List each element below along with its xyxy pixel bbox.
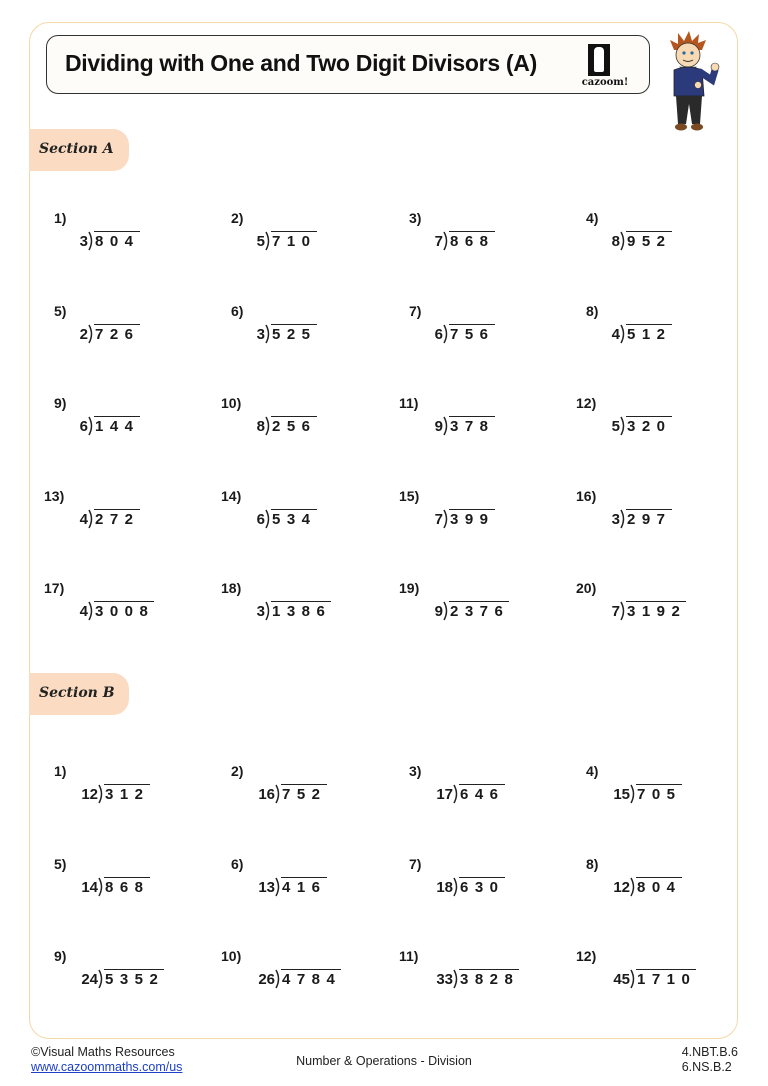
problem-number: 13) — [44, 487, 65, 504]
problem-item — [44, 210, 214, 270]
standard-code: 6.NS.B.2 — [681, 1060, 732, 1074]
divisor: 8 — [611, 233, 620, 250]
section-a-title: Section A — [39, 141, 114, 157]
long-division-expression — [610, 324, 672, 343]
divisor: 24 — [81, 971, 98, 988]
divisor: 8 — [256, 418, 265, 435]
divisor: 6 — [434, 325, 443, 343]
problem-item — [44, 948, 214, 1008]
problem-item — [576, 763, 746, 823]
long-division-expression — [78, 416, 140, 435]
division-bracket-icon — [98, 878, 104, 896]
problem-number: 6) — [231, 855, 244, 872]
logo-text: cazoom! — [581, 77, 629, 88]
divisor: 13 — [258, 878, 275, 896]
problem-item — [399, 948, 569, 1008]
divisor: 3 — [256, 603, 265, 620]
problem-number: 18) — [221, 580, 242, 596]
problem-number: 17) — [44, 580, 65, 596]
division-bracket-icon — [620, 232, 626, 250]
problem-number: 3) — [409, 210, 422, 226]
divisor: 45 — [613, 971, 630, 988]
division-bracket-icon — [265, 417, 271, 435]
long-division-expression — [433, 601, 509, 620]
problem-item — [399, 763, 569, 823]
dividend: 804 — [95, 233, 140, 250]
divisor: 12 — [613, 878, 630, 896]
problem-item — [576, 580, 746, 640]
problem-item — [44, 763, 214, 823]
dividend: 804 — [637, 878, 682, 896]
long-division-expression — [255, 324, 317, 343]
problem-number: 16) — [576, 487, 597, 504]
division-bracket-icon — [265, 602, 271, 620]
problem-item — [576, 948, 746, 1008]
division-bracket-icon — [620, 417, 626, 435]
long-division-expression — [610, 416, 672, 435]
problem-number: 10) — [221, 948, 242, 964]
long-division-expression — [255, 601, 331, 620]
long-division-expression — [78, 509, 140, 528]
dividend: 272 — [95, 510, 140, 528]
problem-number: 8) — [586, 855, 599, 872]
problem-item — [221, 395, 391, 455]
problem-number: 2) — [231, 210, 244, 226]
divisor: 3 — [256, 325, 265, 343]
dividend: 4784 — [282, 971, 342, 988]
long-division-expression — [255, 416, 317, 435]
dividend: 646 — [460, 786, 505, 803]
long-division-expression — [610, 877, 682, 896]
divisor: 3 — [79, 233, 88, 250]
dividend: 378 — [450, 418, 495, 435]
long-division-expression — [78, 601, 154, 620]
dividend: 399 — [450, 510, 495, 528]
dividend: 756 — [450, 325, 495, 343]
section-b-title: Section B — [39, 685, 115, 701]
problem-number: 19) — [399, 580, 420, 596]
problem-number: 10) — [221, 395, 242, 411]
problem-number: 1) — [54, 210, 67, 226]
division-bracket-icon — [265, 232, 271, 250]
divisor: 6 — [79, 418, 88, 435]
problem-item — [221, 856, 391, 916]
standards — [682, 1045, 738, 1075]
dividend: 320 — [627, 418, 672, 435]
website-link[interactable]: www.cazoommaths.com/us — [31, 1060, 183, 1074]
problem-number: 15) — [399, 487, 420, 504]
long-division-expression — [78, 784, 150, 803]
problem-number: 6) — [231, 302, 244, 319]
long-division-expression — [78, 877, 150, 896]
division-bracket-icon — [630, 970, 636, 988]
problem-item — [399, 210, 569, 270]
problem-number: 9) — [54, 948, 67, 964]
long-division-expression — [610, 231, 672, 250]
division-bracket-icon — [443, 417, 449, 435]
problem-item — [576, 488, 746, 548]
mascot-illustration — [662, 30, 722, 135]
long-division-expression — [433, 416, 495, 435]
problem-number: 9) — [54, 395, 67, 411]
dividend: 256 — [272, 418, 317, 435]
problem-number: 8) — [586, 302, 599, 319]
problem-item — [399, 488, 569, 548]
problem-item — [44, 395, 214, 455]
dividend: 297 — [627, 510, 672, 528]
division-bracket-icon — [98, 785, 104, 803]
problem-number: 12) — [576, 948, 597, 964]
divisor: 17 — [436, 786, 453, 803]
dividend: 416 — [282, 878, 327, 896]
section-a-label — [29, 129, 129, 171]
dividend: 5352 — [105, 971, 165, 988]
problem-item — [576, 210, 746, 270]
divisor: 15 — [613, 786, 630, 803]
dividend: 3828 — [460, 971, 520, 988]
division-bracket-icon — [275, 970, 281, 988]
dividend: 512 — [627, 325, 672, 343]
copyright-text: ©Visual Maths Resources — [31, 1045, 175, 1059]
dividend: 710 — [272, 233, 317, 250]
long-division-expression — [610, 969, 696, 988]
division-bracket-icon — [88, 325, 94, 343]
problem-number: 14) — [221, 487, 242, 504]
division-bracket-icon — [98, 970, 104, 988]
problem-item — [44, 580, 214, 640]
problem-number: 7) — [409, 855, 422, 872]
problem-item — [576, 856, 746, 916]
long-division-expression — [433, 784, 505, 803]
problem-item — [221, 948, 391, 1008]
problem-item — [399, 395, 569, 455]
topic-text: Number & Operations - Division — [296, 1054, 472, 1068]
divisor: 16 — [258, 786, 275, 803]
long-division-expression — [610, 784, 682, 803]
long-division-expression — [255, 969, 341, 988]
problem-item — [576, 303, 746, 363]
problem-item — [221, 580, 391, 640]
problem-number: 5) — [54, 302, 67, 319]
divisor: 3 — [611, 510, 620, 528]
divisor: 5 — [256, 233, 265, 250]
long-division-expression — [610, 601, 686, 620]
long-division-expression — [433, 877, 505, 896]
problem-number: 2) — [231, 763, 244, 779]
division-bracket-icon — [88, 232, 94, 250]
divisor: 4 — [79, 510, 88, 528]
long-division-expression — [255, 877, 327, 896]
problem-item — [221, 488, 391, 548]
divisor: 6 — [256, 510, 265, 528]
division-bracket-icon — [443, 325, 449, 343]
division-bracket-icon — [265, 510, 271, 528]
dividend: 3192 — [627, 603, 687, 620]
division-bracket-icon — [88, 510, 94, 528]
long-division-expression — [433, 509, 495, 528]
division-bracket-icon — [275, 785, 281, 803]
dividend: 525 — [272, 325, 317, 343]
divisor: 7 — [611, 603, 620, 620]
long-division-expression — [78, 231, 140, 250]
divisor: 9 — [434, 603, 443, 620]
section-b-label — [29, 673, 129, 715]
problem-number: 7) — [409, 302, 422, 319]
division-bracket-icon — [453, 878, 459, 896]
divisor: 33 — [436, 971, 453, 988]
dividend: 868 — [105, 878, 150, 896]
divisor: 2 — [79, 325, 88, 343]
division-bracket-icon — [275, 878, 281, 896]
dividend: 1386 — [272, 603, 332, 620]
problem-number: 4) — [586, 763, 599, 779]
standard-code: 4.NBT.B.6 — [681, 1045, 738, 1059]
divisor: 14 — [81, 878, 98, 896]
dividend: 2376 — [450, 603, 510, 620]
division-bracket-icon — [453, 785, 459, 803]
division-bracket-icon — [443, 602, 449, 620]
dividend: 868 — [450, 233, 495, 250]
long-division-expression — [433, 324, 495, 343]
problem-number: 4) — [586, 210, 599, 226]
divisor: 9 — [434, 418, 443, 435]
problem-item — [399, 303, 569, 363]
division-bracket-icon — [443, 232, 449, 250]
problem-item — [221, 210, 391, 270]
problem-item — [44, 856, 214, 916]
divisor: 5 — [611, 418, 620, 435]
division-bracket-icon — [443, 510, 449, 528]
dividend: 630 — [460, 878, 505, 896]
problem-number: 11) — [399, 395, 419, 411]
long-division-expression — [255, 784, 327, 803]
divisor: 12 — [81, 786, 98, 803]
divisor: 26 — [258, 971, 275, 988]
problem-item — [221, 763, 391, 823]
problem-number: 3) — [409, 763, 422, 779]
problem-number: 5) — [54, 855, 67, 872]
divisor: 4 — [79, 603, 88, 620]
worksheet-title: Dividing with One and Two Digit Divisors (A) — [65, 50, 537, 76]
long-division-expression — [78, 324, 140, 343]
division-bracket-icon — [620, 510, 626, 528]
cup-icon — [588, 44, 610, 76]
dividend: 144 — [95, 418, 140, 435]
long-division-expression — [255, 509, 317, 528]
long-division-expression — [78, 969, 164, 988]
cazoom-logo — [576, 42, 634, 88]
division-bracket-icon — [620, 325, 626, 343]
dividend: 312 — [105, 786, 150, 803]
division-bracket-icon — [88, 602, 94, 620]
problem-item — [399, 580, 569, 640]
problem-item — [399, 856, 569, 916]
long-division-expression — [255, 231, 317, 250]
dividend: 534 — [272, 510, 317, 528]
problem-item — [44, 303, 214, 363]
dividend: 726 — [95, 325, 140, 343]
divisor: 7 — [434, 510, 443, 528]
long-division-expression — [433, 969, 519, 988]
dividend: 1710 — [637, 971, 697, 988]
dividend: 952 — [627, 233, 672, 250]
title-box — [46, 35, 650, 94]
dividend: 752 — [282, 786, 327, 803]
dividend: 705 — [637, 786, 682, 803]
division-bracket-icon — [453, 970, 459, 988]
divisor: 7 — [434, 233, 443, 250]
divisor: 4 — [611, 325, 620, 343]
division-bracket-icon — [88, 417, 94, 435]
long-division-expression — [610, 509, 672, 528]
problem-item — [221, 303, 391, 363]
problem-number: 20) — [576, 580, 597, 596]
dividend: 3008 — [95, 603, 155, 620]
divisor: 18 — [436, 878, 453, 896]
division-bracket-icon — [630, 878, 636, 896]
division-bracket-icon — [265, 325, 271, 343]
problem-number: 12) — [576, 395, 597, 411]
problem-number: 11) — [399, 948, 419, 964]
long-division-expression — [433, 231, 495, 250]
division-bracket-icon — [620, 602, 626, 620]
division-bracket-icon — [630, 785, 636, 803]
problem-item — [576, 395, 746, 455]
problem-item — [44, 488, 214, 548]
problem-number: 1) — [54, 763, 67, 779]
